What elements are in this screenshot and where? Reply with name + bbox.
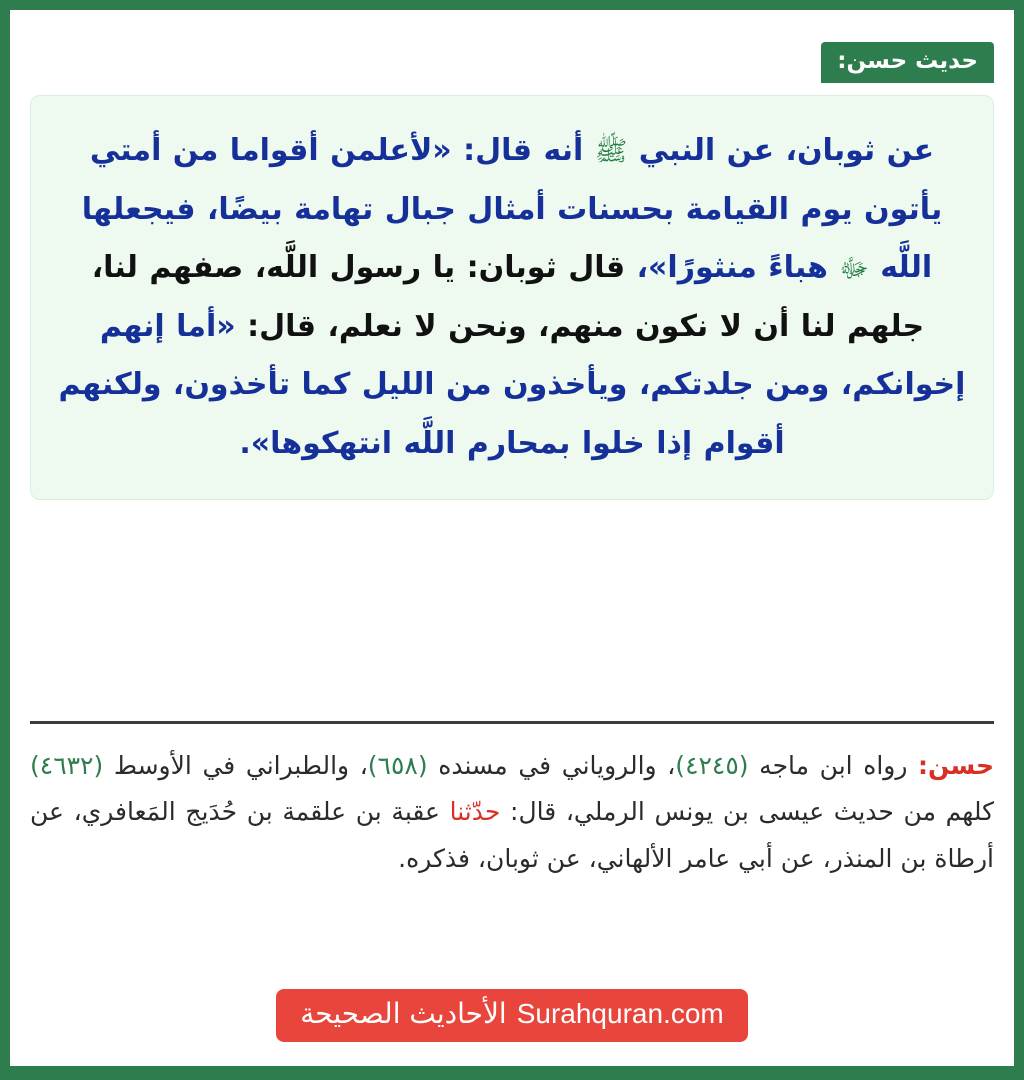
takhreej-paragraph bbox=[30, 743, 994, 882]
jalla-jalaluhu-icon: ﷻ bbox=[839, 254, 869, 284]
takhreej-part-4: كلهم من حديث عيسى بن يونس الرملي، قال: bbox=[510, 797, 995, 827]
takhreej-number-2: (٦٥٨) bbox=[367, 751, 428, 780]
hadith-line1-cont: أنه قال: «لأعلمن أقواما من أمتي يأتون يوم القيامة بحسنات أمثال جبال تهامة بيضًا، فيجعلها اللَّه bbox=[81, 133, 943, 285]
hadith-narration-middle: قال ثوبان: يا رسول اللَّه، صفهم لنا، جلهم لنا أن لا نكون منهم، ونحن لا نعلم، قال: bbox=[91, 250, 925, 344]
site-name: Surahquran.com bbox=[516, 997, 724, 1029]
hadith-line2-cont: هباءً منثورًا»، bbox=[636, 250, 828, 285]
salla-allahu-alayhi-wasallam-icon: ﷺ bbox=[594, 136, 628, 167]
hadith-text-box bbox=[30, 95, 994, 500]
frame-border-top bbox=[0, 0, 1024, 10]
takhreej-part-5: عقبة بن علقمة بن حُدَيج المَعافري، عن أرطاة بن المنذر، عن أبي عامر الألهاني، عن ثوبان، فذكره. bbox=[30, 797, 994, 873]
takhreej-part-3: ، والطبراني في الأوسط bbox=[113, 751, 368, 780]
takhreej-part-2: ، والروياني في مسنده bbox=[438, 751, 676, 780]
takhreej-grade-label: حسن: bbox=[918, 751, 994, 780]
takhreej-haddathana: حدّثنا bbox=[449, 797, 501, 827]
frame-border-left bbox=[0, 0, 10, 1080]
frame-border-bottom bbox=[0, 1066, 1024, 1080]
hadith-line1: عن ثوبان، عن النبي bbox=[638, 133, 935, 168]
takhreej-part-1: رواه ابن ماجه bbox=[759, 751, 908, 780]
grade-badge: حديث حسن: bbox=[821, 42, 994, 83]
takhreej-number-1: (٤٢٤٥) bbox=[675, 751, 749, 780]
collection-label: الأحاديث الصحيحة bbox=[300, 997, 507, 1030]
hadith-quote-end: «أما إنهم إخوانكم، ومن جلدتكم، ويأخذون من الليل كما تأخذون، ولكنهم أقوام إذا خلوا بمحارم اللَّه انتهكوها». bbox=[58, 308, 966, 461]
frame-border-right bbox=[1014, 0, 1024, 1080]
card-content bbox=[10, 10, 1014, 1066]
source-button[interactable] bbox=[276, 989, 747, 1042]
hadith-text bbox=[57, 122, 967, 473]
takhreej-number-3: (٤٦٣٢) bbox=[30, 751, 104, 780]
section-divider bbox=[30, 721, 994, 724]
footer-bar bbox=[10, 989, 1014, 1042]
